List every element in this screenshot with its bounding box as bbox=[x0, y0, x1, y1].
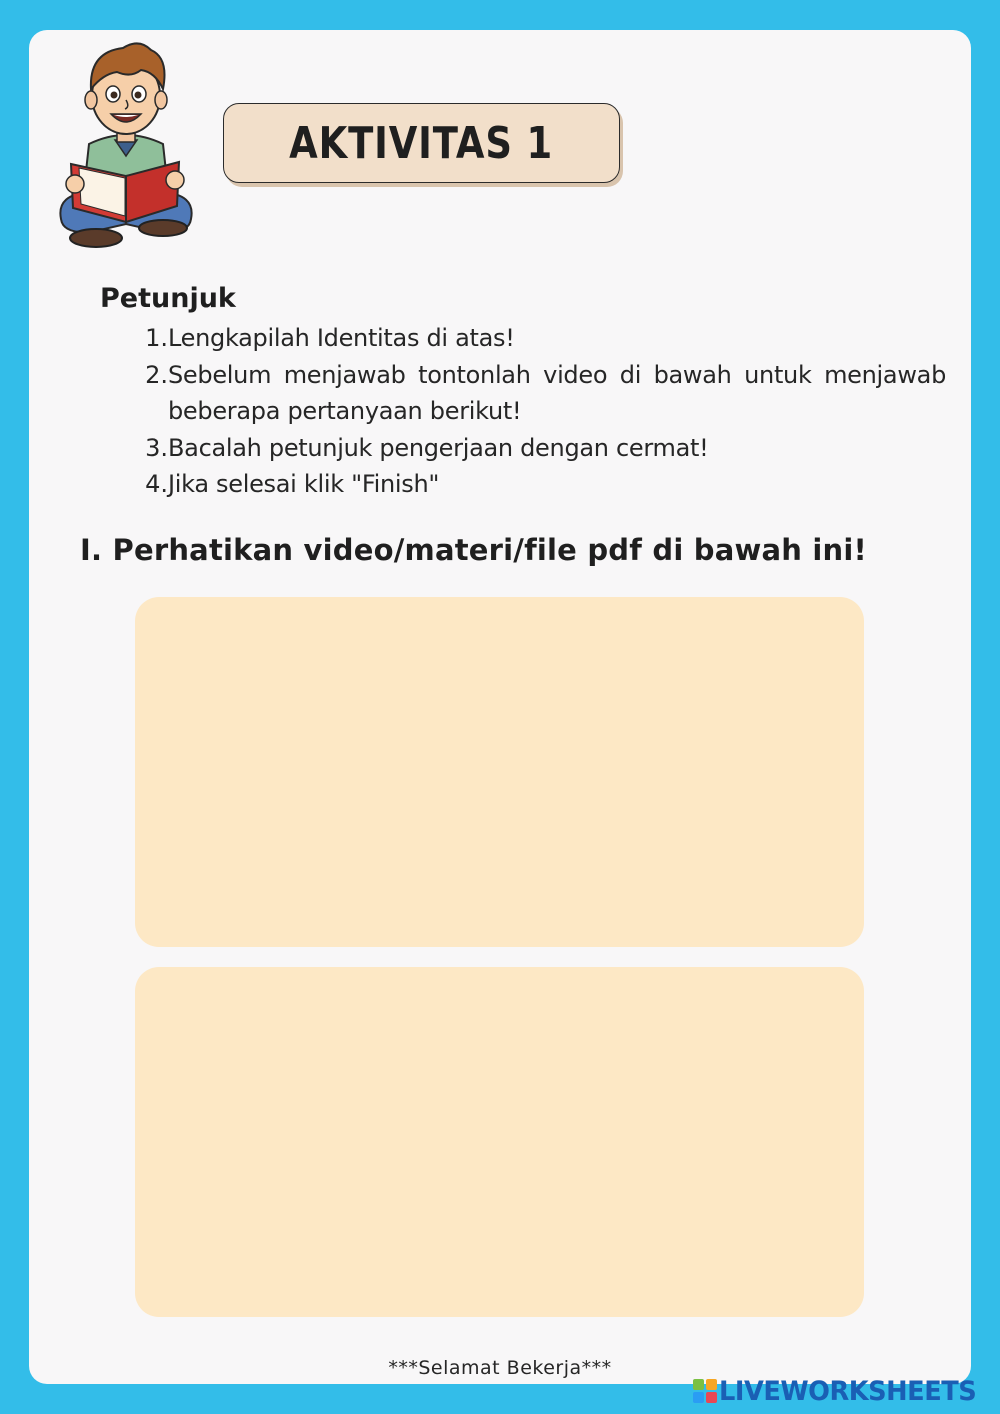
media-embed-panel[interactable] bbox=[135, 967, 864, 1317]
instruction-text: Jika selesai klik "Finish" bbox=[168, 470, 440, 498]
brand-name: LIVEWORKSHEETS bbox=[719, 1375, 977, 1407]
liveworksheets-brand[interactable] bbox=[693, 1374, 990, 1408]
instruction-item bbox=[141, 430, 946, 467]
instruction-text: Lengkapilah Identitas di atas! bbox=[168, 324, 515, 352]
instruction-text: Sebelum menjawab tontonlah video di bawah untuk menjawab beberapa pertanyaan berikut! bbox=[168, 360, 946, 425]
instructions-heading: Petunjuk bbox=[100, 283, 236, 314]
instruction-item bbox=[141, 466, 946, 503]
instruction-number: 2. bbox=[145, 360, 168, 389]
footer-text: ***Selamat Bekerja*** bbox=[388, 1357, 612, 1379]
instruction-item bbox=[141, 357, 946, 430]
instruction-number: 3. bbox=[145, 433, 168, 462]
instructions-list bbox=[141, 320, 946, 503]
activity-title-banner bbox=[223, 103, 620, 183]
liveworksheets-logo-icon bbox=[693, 1379, 717, 1403]
instruction-number: 1. bbox=[145, 324, 168, 352]
instruction-number: 4. bbox=[145, 470, 168, 498]
instruction-item bbox=[141, 320, 946, 357]
worksheet-page bbox=[29, 30, 971, 1384]
media-embed-panel[interactable] bbox=[135, 597, 864, 947]
instruction-text: Bacalah petunjuk pengerjaan dengan cermat! bbox=[168, 433, 709, 462]
activity-title: AKTIVITAS 1 bbox=[289, 117, 554, 169]
boy-reading-book-icon bbox=[51, 34, 201, 249]
section-title: I. Perhatikan video/materi/file pdf di bawah ini! bbox=[80, 533, 867, 567]
